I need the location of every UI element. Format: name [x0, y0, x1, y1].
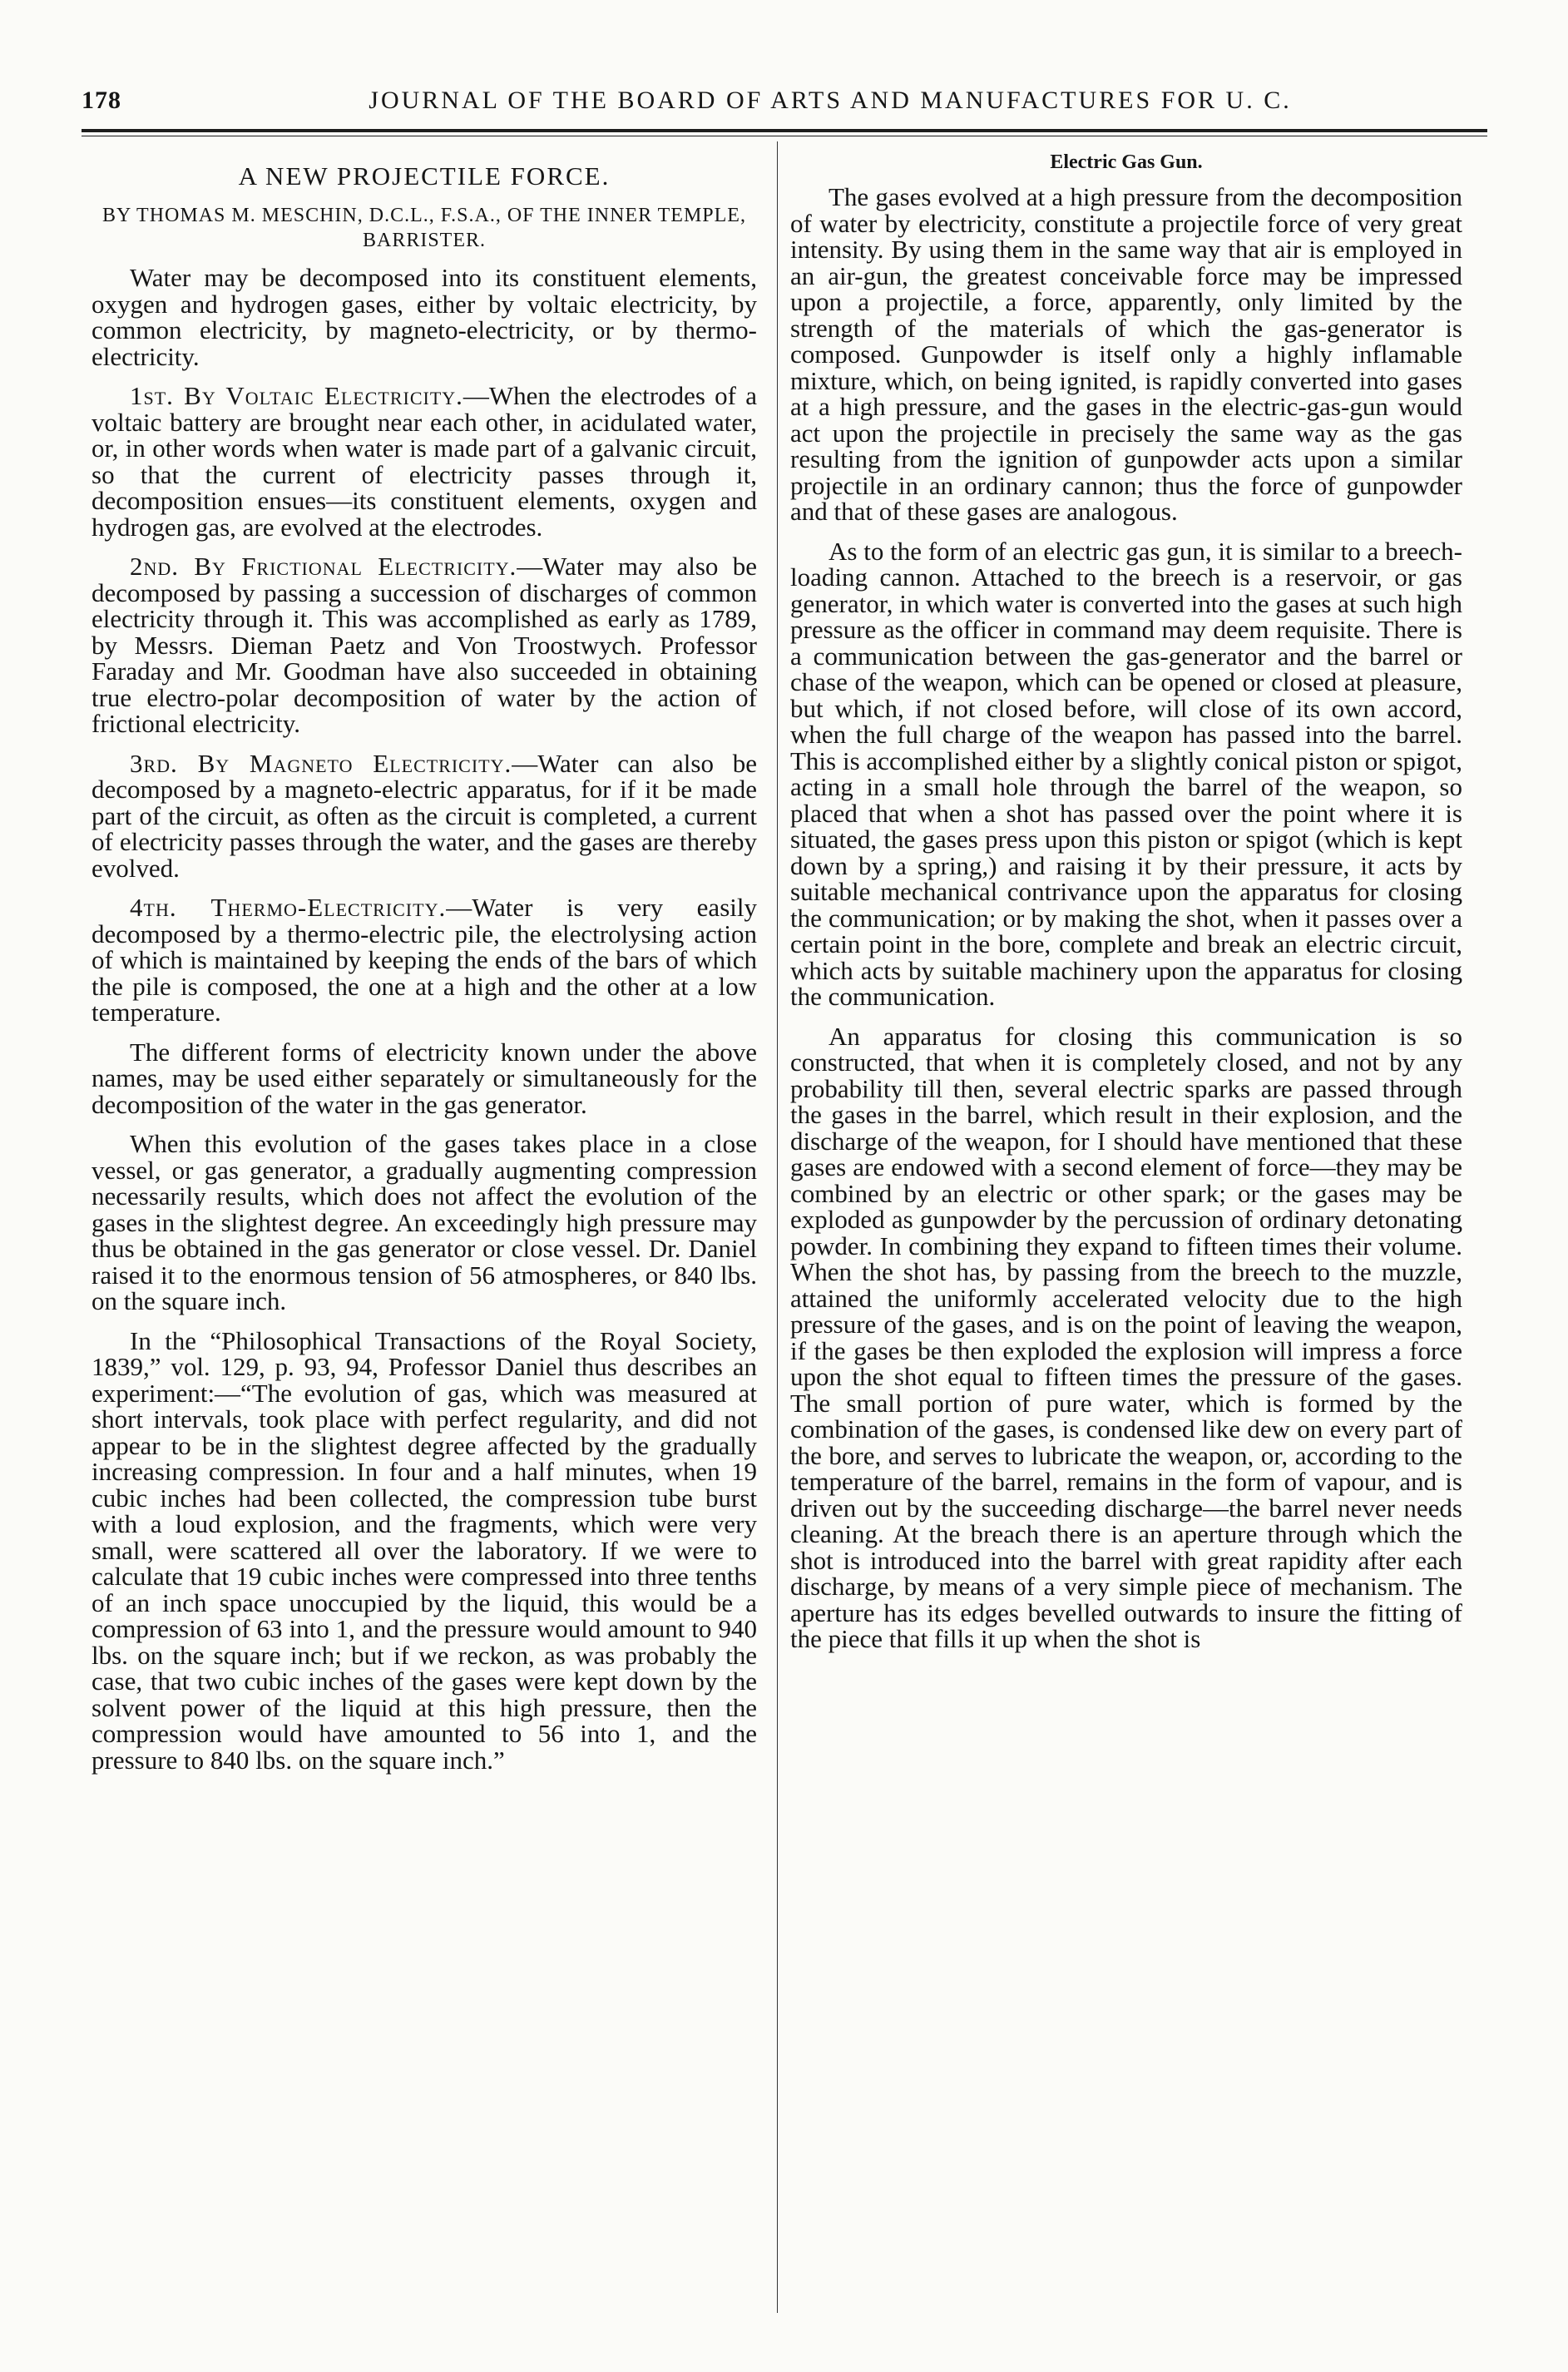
paragraph-lead: 2nd. By Frictional Electricity.	[130, 552, 517, 581]
right-column	[790, 150, 1462, 1666]
paragraph-text: As to the form of an electric gas gun, it is similar to a breech-loading cannon. Attached to the breech is a reservoir, or gas generator, in which water is converted into the gases at such high pressure as the officer in command may deem requisite. There is a communication between the gas-generator and the barrel or chase of the weapon, which can be opened or closed at pleasure, but which, if not closed before, will close of its own accord, when the full charge of the weapon has passed into the barrel. This is accomplished either by a slightly conical piston or spigot, acting in a small hole through the barrel of the weapon, so placed that when a shot has passed over the point where it is situated, the gases press upon this piston or spigot (which is kept down by a spring,) and raising it by their pressure, it acts by suitable mechanical contrivance upon the apparatus for closing the communication; or by making the shot, when it passes over a certain point in the bore, complete and break an electric circuit, which acts by suitable machinery upon the apparatus for closing the communication.	[790, 536, 1462, 1011]
paragraph	[92, 1325, 757, 1775]
page-header	[82, 87, 1487, 130]
paragraph	[790, 538, 1462, 1010]
paragraph-lead: 3rd. By Magneto Electricity.	[130, 748, 512, 778]
paragraph	[92, 1131, 757, 1315]
paragraph	[92, 1039, 757, 1118]
paragraph-text: —Water may also be decomposed by passing a succession of discharges of common electricity through it. This was accomplished as early as 1789, by Messrs. Dieman Paetz and Von Troostwych. Professor Faraday and Mr. Goodman have also succeeded in obtaining true electro-polar decomposition of water by the action of frictional electricity.	[92, 552, 757, 738]
paragraph-text: Water may be decomposed into its constituent elements, oxygen and hydrogen gases, either by voltaic electricity, by common electricity, by magneto-electricity, or by thermo-electricity.	[92, 263, 757, 371]
paragraph-text: In the “Philosophical Transactions of the Royal Society, 1839,” vol. 129, p. 93, 94, Professor Daniel thus describes an experiment:—“The evolution of gas, which was measured at short intervals, took place with perfect regularity, and did not appear to be in the slightest degree affected by the gradually increasing compression. In four and a half minutes, when 19 cubic inches had been collected, the compression tube burst with a loud explosion, and the fragments, which were very small, were scattered all over the laboratory. If we were to calculate that 19 cubic inches were compressed into three tenths of an inch space unoccupied by the liquid, this would be a compression of 63 into 1, and the pressure would amount to 940 lbs. on the square inch; but if we reckon, as was probably the case, that two cubic inches of the gases were kept down by the solvent power of the liquid at this high pressure, then the compression would have amounted to 56 into 1, and the pressure to 840 lbs. on the square inch.”	[92, 1325, 757, 1775]
paragraph-text: An apparatus for closing this communication is so constructed, that when it is completely closed, and not by any probability till then, several electric sparks are passed through the gases in the barrel, which result in their explosion, and the discharge of the weapon, for I should have mentioned that these gases are endowed with a second element of force—they may be combined by an electric or other spark; or the gases may be exploded as gunpowder by the percussion of ordinary detonating powder. In combining they expand to fifteen times their volume. When the shot has, by passing from the breech to the muzzle, attained the uniformly accelerated velocity due to the high pressure of the gases, and is on the point of leaving the weapon, if the gases be then exploded the explosion will impress a force upon the shot equal to fifteen times the pressure of the gases. The small portion of pure water, which is formed by the combination of the gases, is condensed like dew on every part of the bore, and serves to lubricate the weapon, or, according to the temperature of the barrel, remains in the form of vapour, and is driven out by the succeeding discharge—the barrel never needs cleaning. At the breach there is an aperture through which the shot is introduced into the barrel with great rapidity after each discharge, by means of a very simple piece of mechanism. The aperture has its edges bevelled outwards to insure the fitting of the piece that fills it up when the shot is	[790, 1021, 1462, 1653]
column-divider	[777, 141, 778, 2313]
page-number: 178	[82, 87, 121, 114]
running-head: JOURNAL OF THE BOARD OF ARTS AND MANUFACTURES FOR U. C.	[369, 87, 1292, 114]
paragraph	[92, 553, 757, 737]
paragraph-text: When this evolution of the gases takes place in a close vessel, or gas generator, a gradually augmenting compression necessarily results, which does not affect the evolution of the gases in the slightest degree. An exceedingly high pressure may thus be obtained in the gas generator or close vessel. Dr. Daniel raised it to the enormous tension of 56 atmospheres, or 840 lbs. on the square inch.	[92, 1129, 757, 1315]
paragraph	[790, 184, 1462, 525]
paragraph	[92, 383, 757, 540]
paragraph-text: —When the electrodes of a voltaic battery are brought near each other, in acidulated water, or, in other words when water is made part of a galvanic circuit, so that the current of electricity passes through it, decomposition ensues—its constituent elements, oxygen and hydrogen gas, are evolved at the electrodes.	[92, 381, 757, 542]
article-byline: BY THOMAS M. MESCHIN, D.C.L., F.S.A., OF THE INNER TEMPLE, BARRISTER.	[102, 205, 746, 251]
paragraph-text: The gases evolved at a high pressure from the decomposition of water by electricity, constitute a projectile force of very great intensity. By using them in the same way that air is employed in an air-gun, the greatest conceivable force may be impressed upon a projectile, a force, apparently, only limited by the strength of the materials of which the gas-generator is composed. Gunpowder is itself only a highly inflamable mixture, which, on being ignited, is rapidly converted into gases at a high pressure, and the gases in the electric-gas-gun would act upon the projectile in precisely the same way as the gas resulting from the ignition of gunpowder acts upon a similar projectile in an ordinary cannon; thus the force of gunpowder and that of these gases are analogous.	[790, 182, 1462, 526]
header-rule	[82, 129, 1487, 132]
paragraph-lead: 1st. By Voltaic Electricity.	[130, 381, 463, 410]
paragraph-text: —Water can also be decomposed by a magneto-electric apparatus, for if it be made part of the circuit, as often as the circuit is completed, a current of electricity passes through the water, and the gases are thereby evolved.	[92, 748, 757, 883]
section-title: Electric Gas Gun.	[1050, 151, 1203, 173]
paragraph	[92, 750, 757, 882]
article-title: A NEW PROJECTILE FORCE.	[238, 161, 611, 191]
paragraph	[92, 265, 757, 369]
paragraph	[790, 1023, 1462, 1652]
paragraph	[92, 894, 757, 1026]
paragraph-text: The different forms of electricity known under the above names, may be used either separately or simultaneously for the decomposition of the water in the gas generator.	[92, 1037, 757, 1119]
left-column	[92, 150, 757, 1786]
paragraph-lead: 4th. Thermo-Electricity.	[130, 893, 447, 922]
paragraph-text: —Water is very easily decomposed by a thermo-electric pile, the electrolysing action of which is maintained by keeping the ends of the bars of which the pile is composed, the one at a high and the other at a low temperature.	[92, 893, 757, 1027]
